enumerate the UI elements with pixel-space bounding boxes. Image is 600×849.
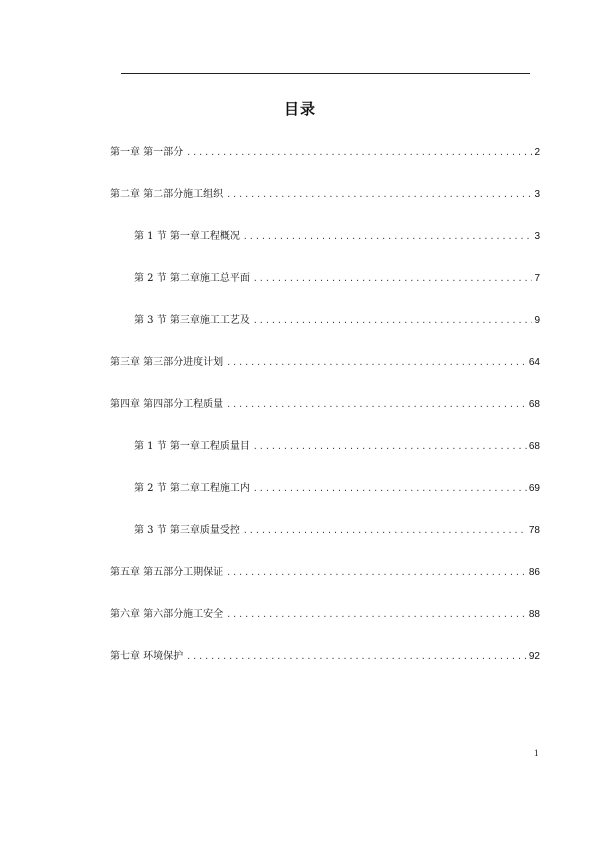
toc-entry-label: 第七章 环境保护 bbox=[110, 651, 184, 662]
toc-leader-dots bbox=[186, 146, 532, 160]
toc-entry[interactable] bbox=[134, 440, 540, 454]
toc-entry-page: 64 bbox=[528, 357, 540, 368]
toc-entry[interactable] bbox=[110, 650, 540, 664]
toc-entry[interactable] bbox=[110, 146, 540, 160]
toc-leader-dots bbox=[253, 314, 533, 328]
toc-entry-label: 第 1 节 第一章工程质量目 bbox=[134, 441, 250, 452]
toc-entry-page: 86 bbox=[528, 567, 540, 578]
toc-entry-label: 第三章 第三部分进度计划 bbox=[110, 357, 224, 368]
toc-leader-dots bbox=[253, 440, 527, 454]
toc-leader-dots bbox=[253, 482, 527, 496]
toc-leader-dots bbox=[226, 566, 527, 580]
toc-entry-page: 3 bbox=[534, 189, 540, 200]
toc-leader-dots bbox=[226, 188, 532, 202]
toc-title: 目录 bbox=[283, 100, 316, 118]
toc-entry-page: 7 bbox=[534, 273, 540, 284]
toc-entry-page: 78 bbox=[528, 525, 540, 536]
toc-entry[interactable] bbox=[110, 608, 540, 622]
toc-leader-dots bbox=[186, 650, 527, 664]
toc-entry-page: 9 bbox=[534, 315, 540, 326]
toc-entry-label: 第六章 第六部分施工安全 bbox=[110, 609, 224, 620]
toc-entry-page: 2 bbox=[534, 147, 540, 158]
toc-entry[interactable] bbox=[134, 230, 540, 244]
toc-leader-dots bbox=[243, 230, 533, 244]
toc-leader-dots bbox=[226, 608, 527, 622]
toc-entry-label: 第 3 节 第三章质量受控 bbox=[134, 525, 240, 536]
toc-entry-label: 第二章 第二部分施工组织 bbox=[110, 189, 224, 200]
page-number: 1 bbox=[534, 748, 539, 758]
toc-entry[interactable] bbox=[134, 482, 540, 496]
toc-entry[interactable] bbox=[134, 524, 540, 538]
toc-entry-label: 第四章 第四部分工程质量 bbox=[110, 399, 224, 410]
toc-entry[interactable] bbox=[134, 314, 540, 328]
toc-leader-dots bbox=[243, 524, 527, 538]
toc-entry-page: 69 bbox=[528, 483, 540, 494]
toc-entry[interactable] bbox=[134, 272, 540, 286]
toc-entry-label: 第 3 节 第三章施工工艺及 bbox=[134, 315, 250, 326]
toc-entry-label: 第一章 第一部分 bbox=[110, 147, 184, 158]
toc-entry-label: 第 1 节 第一章工程概况 bbox=[134, 231, 240, 242]
toc-entry-page: 88 bbox=[528, 609, 540, 620]
toc-entry-label: 第 2 节 第二章工程施工内 bbox=[134, 483, 250, 494]
toc-leader-dots bbox=[253, 272, 533, 286]
toc-entry[interactable] bbox=[110, 188, 540, 202]
toc-entry[interactable] bbox=[110, 398, 540, 412]
toc-entry-page: 68 bbox=[528, 399, 540, 410]
toc-leader-dots bbox=[226, 356, 527, 370]
toc-leader-dots bbox=[226, 398, 527, 412]
toc-entry[interactable] bbox=[110, 356, 540, 370]
toc-entry-label: 第五章 第五部分工期保证 bbox=[110, 567, 224, 578]
toc-entry-page: 92 bbox=[528, 651, 540, 662]
toc-entry-page: 3 bbox=[534, 231, 540, 242]
toc-entry-page: 68 bbox=[528, 441, 540, 452]
toc-entry-label: 第 2 节 第二章施工总平面 bbox=[134, 273, 250, 284]
toc-entry[interactable] bbox=[110, 566, 540, 580]
